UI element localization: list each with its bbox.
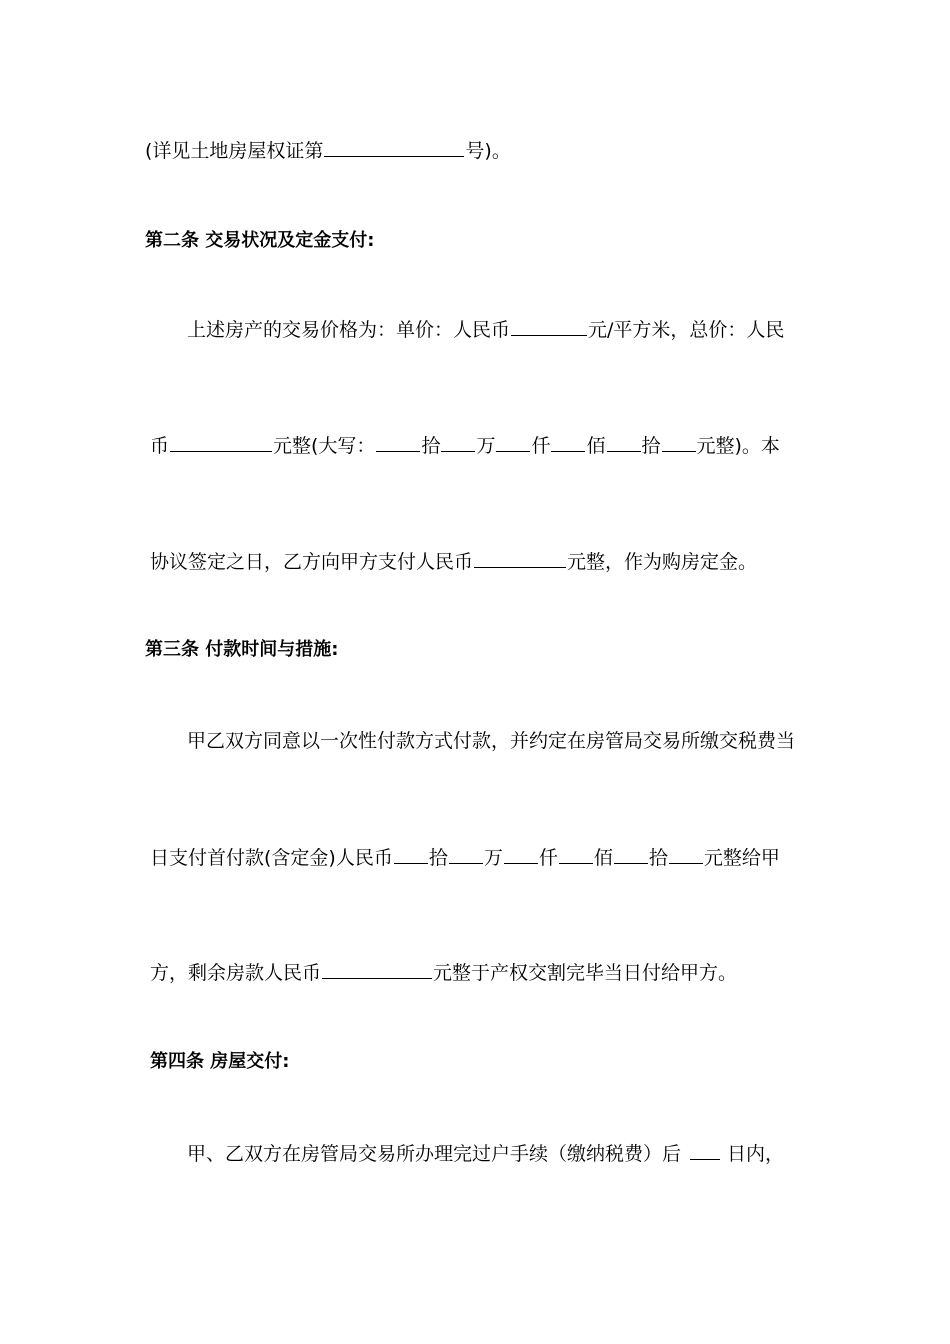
caps-label-shi-1: 拾 — [421, 435, 441, 457]
caps-label-shi-2: 拾 — [641, 435, 661, 457]
down-payment-shi-blank[interactable] — [614, 845, 648, 864]
down-payment-wan-blank[interactable] — [449, 845, 483, 864]
unit-price-blank[interactable] — [511, 317, 587, 336]
down-payment-label-bai: 佰 — [593, 847, 613, 869]
caps-bai-blank[interactable] — [551, 433, 585, 452]
deed-number-line — [145, 138, 511, 163]
down-payment-qian-blank[interactable] — [504, 845, 538, 864]
caps-qian-blank[interactable] — [496, 433, 530, 452]
article-4-delivery-line — [187, 1141, 784, 1166]
balance-blank[interactable] — [322, 960, 432, 979]
delivery-days-blank[interactable] — [690, 1141, 720, 1160]
down-payment-shi-wan-blank[interactable] — [394, 845, 428, 864]
article-2-unit-price-line — [187, 317, 784, 342]
deposit-prefix: 协议签定之日，乙方向甲方支付人民币 — [150, 551, 474, 573]
caps-shi-blank[interactable] — [607, 433, 641, 452]
total-price-prefix: 币 — [150, 435, 170, 457]
unit-price-prefix: 上述房产的交易价格为：单价：人民币 — [187, 319, 511, 341]
balance-prefix: 方，剩余房款人民币 — [150, 962, 322, 984]
delivery-suffix: 日内， — [727, 1143, 785, 1165]
down-payment-label-shi-2: 拾 — [648, 847, 668, 869]
down-payment-label-shi-1: 拾 — [428, 847, 448, 869]
deed-number-suffix: 号)。 — [465, 140, 511, 162]
deed-number-prefix: (详见土地房屋权证第 — [145, 140, 324, 162]
down-payment-yuan-blank[interactable] — [669, 845, 703, 864]
balance-suffix: 元整于产权交割完毕当日付给甲方。 — [433, 962, 738, 984]
caps-wan-blank[interactable] — [441, 433, 475, 452]
article-2-heading: 第二条 交易状况及定金支付: — [145, 230, 375, 251]
down-payment-bai-blank[interactable] — [559, 845, 593, 864]
caps-ten-thousand-tens-blank[interactable] — [376, 433, 420, 452]
total-price-caps-close: 元整)。本 — [696, 435, 780, 457]
caps-label-qian: 仟 — [531, 435, 551, 457]
caps-label-bai: 佰 — [586, 435, 606, 457]
article-3-balance-line — [150, 960, 737, 985]
unit-price-suffix: 元/平方米，总价：人民 — [588, 319, 785, 341]
total-price-caps-open: 元整(大写： — [273, 435, 376, 457]
article-2-deposit-line — [150, 549, 757, 574]
down-payment-suffix: 元整给甲 — [703, 847, 780, 869]
deed-number-blank[interactable] — [324, 138, 464, 157]
delivery-prefix: 甲、乙双方在房管局交易所办理完过户手续（缴纳税费）后 — [187, 1143, 682, 1165]
caps-label-wan: 万 — [476, 435, 496, 457]
article-3-heading: 第三条 付款时间与措施: — [145, 639, 339, 660]
down-payment-prefix: 日支付首付款(含定金)人民币 — [150, 847, 393, 869]
deposit-blank[interactable] — [474, 549, 566, 568]
down-payment-label-qian: 仟 — [538, 847, 558, 869]
article-2-total-price-line — [150, 433, 780, 458]
deposit-suffix: 元整，作为购房定金。 — [567, 551, 758, 573]
article-3-payment-method-line: 甲乙双方同意以一次性付款方式付款，并约定在房管局交易所缴交税费当 — [187, 730, 796, 752]
down-payment-label-wan: 万 — [483, 847, 503, 869]
total-price-blank[interactable] — [170, 433, 272, 452]
article-3-down-payment-line — [150, 845, 780, 870]
article-4-heading: 第四条 房屋交付: — [150, 1051, 290, 1072]
caps-yuan-blank[interactable] — [662, 433, 696, 452]
